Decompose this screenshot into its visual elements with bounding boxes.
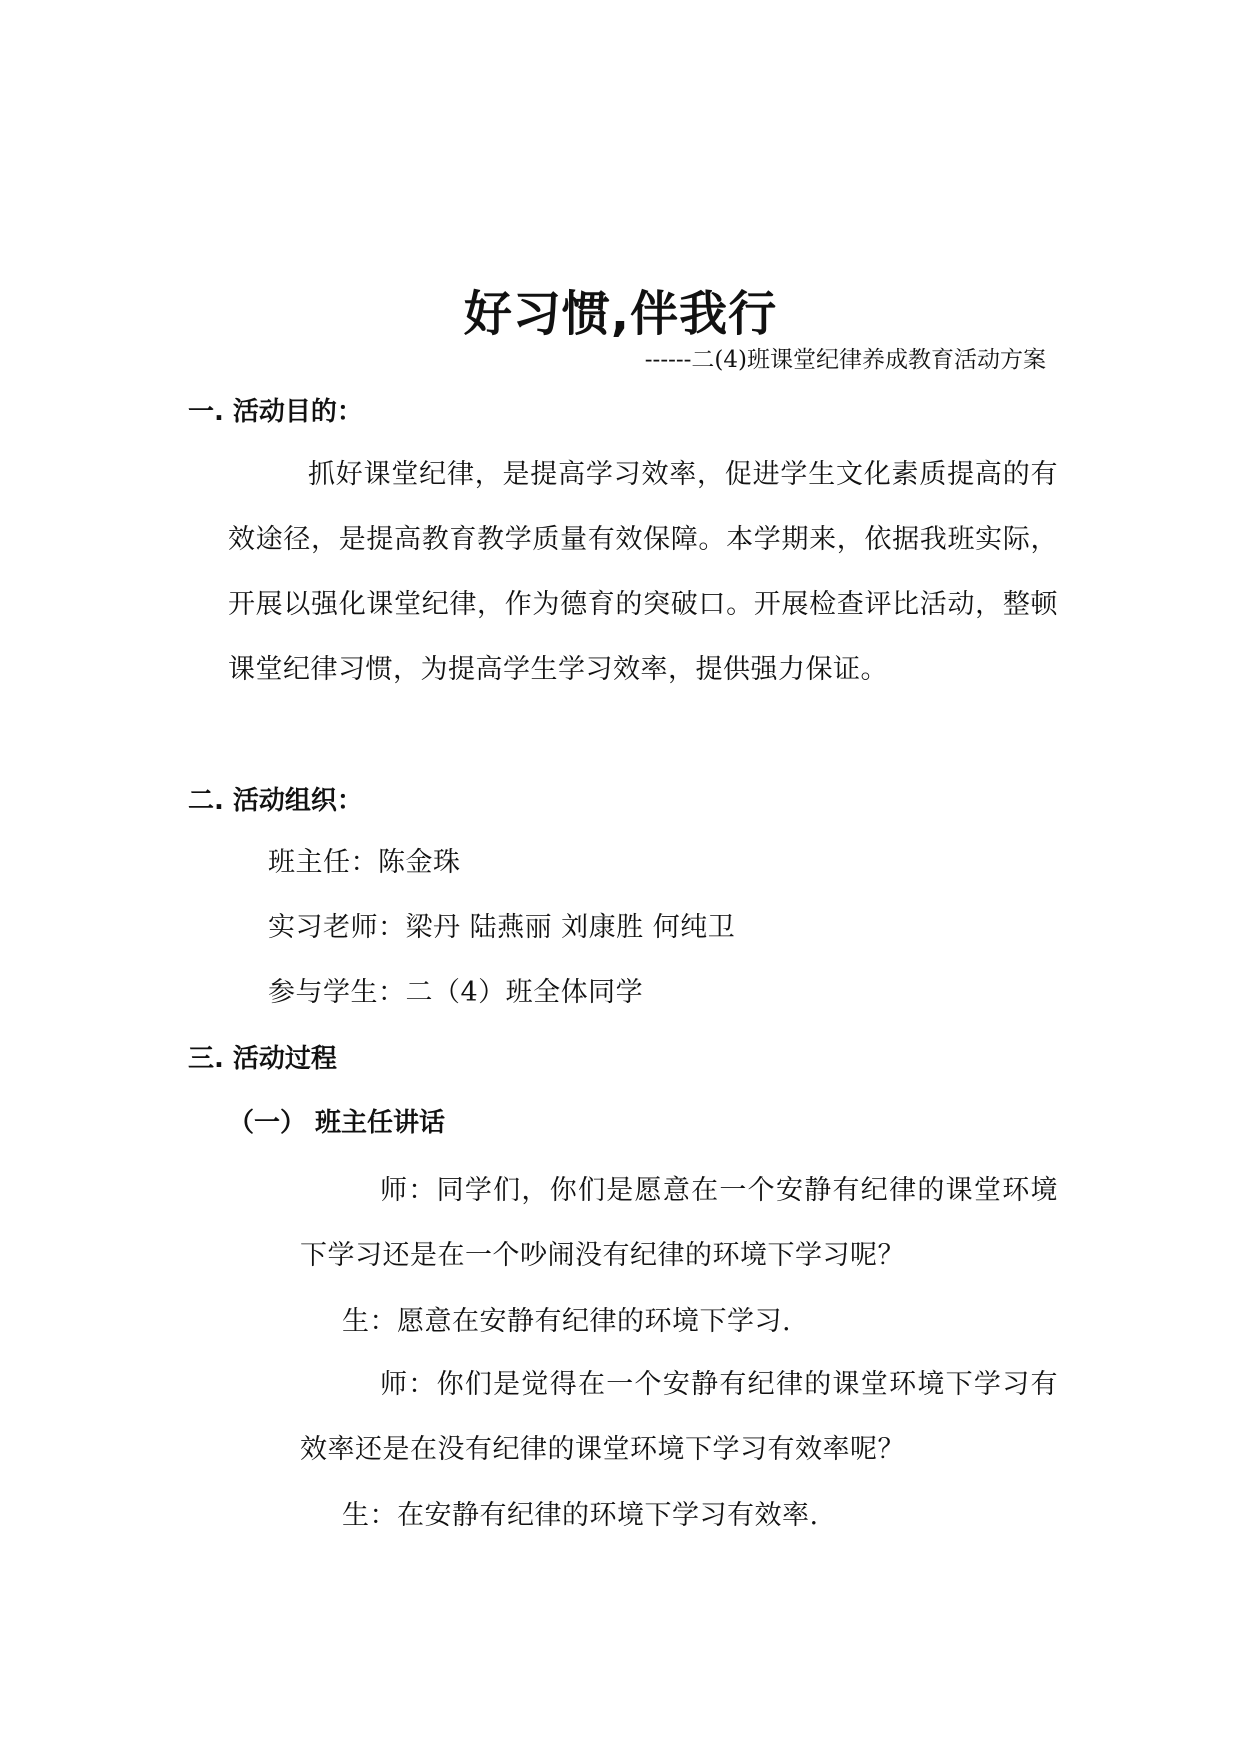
dialogue-student-2: 生：在安静有纪律的环境下学习有效率.	[342, 1500, 819, 1531]
document-title: 好习惯,伴我行	[463, 286, 778, 342]
org-line-students: 参与学生：二（4）班全体同学	[268, 977, 644, 1008]
section-heading-organization: 二. 活动组织：	[188, 786, 363, 816]
org-line-head-teacher: 班主任：陈金珠	[268, 847, 461, 878]
section-heading-purpose: 一. 活动目的：	[188, 397, 363, 427]
dialogue-teacher-2: 师：你们是觉得在一个安静有纪律的课堂环境下学习有效率还是在没有纪律的课堂环境下学习有效率呢？	[300, 1369, 1058, 1465]
dialogue-teacher-1: 师：同学们，你们是愿意在一个安静有纪律的课堂环境下学习还是在一个吵闹没有纪律的环境下学习呢？	[300, 1175, 1058, 1271]
subsection-heading-teacher-speech: （一） 班主任讲话	[228, 1108, 446, 1138]
dialogue-student-1: 生：愿意在安静有纪律的环境下学习.	[342, 1306, 792, 1337]
section-heading-process: 三. 活动过程	[188, 1044, 337, 1074]
org-line-intern-teachers: 实习老师：梁丹 陆燕丽 刘康胜 何纯卫	[268, 912, 736, 943]
purpose-paragraph: 抓好课堂纪律，是提高学习效率，促进学生文化素质提高的有效途径，是提高教育教学质量有效保障。本学期来，依据我班实际，开展以强化课堂纪律，作为德育的突破口。开展检查评比活动，整顿课堂纪律习惯，为提高学生学习效率，提供强力保证。	[228, 459, 1058, 685]
document-subtitle: ------二(4)班课堂纪律养成教育活动方案	[644, 347, 1046, 373]
